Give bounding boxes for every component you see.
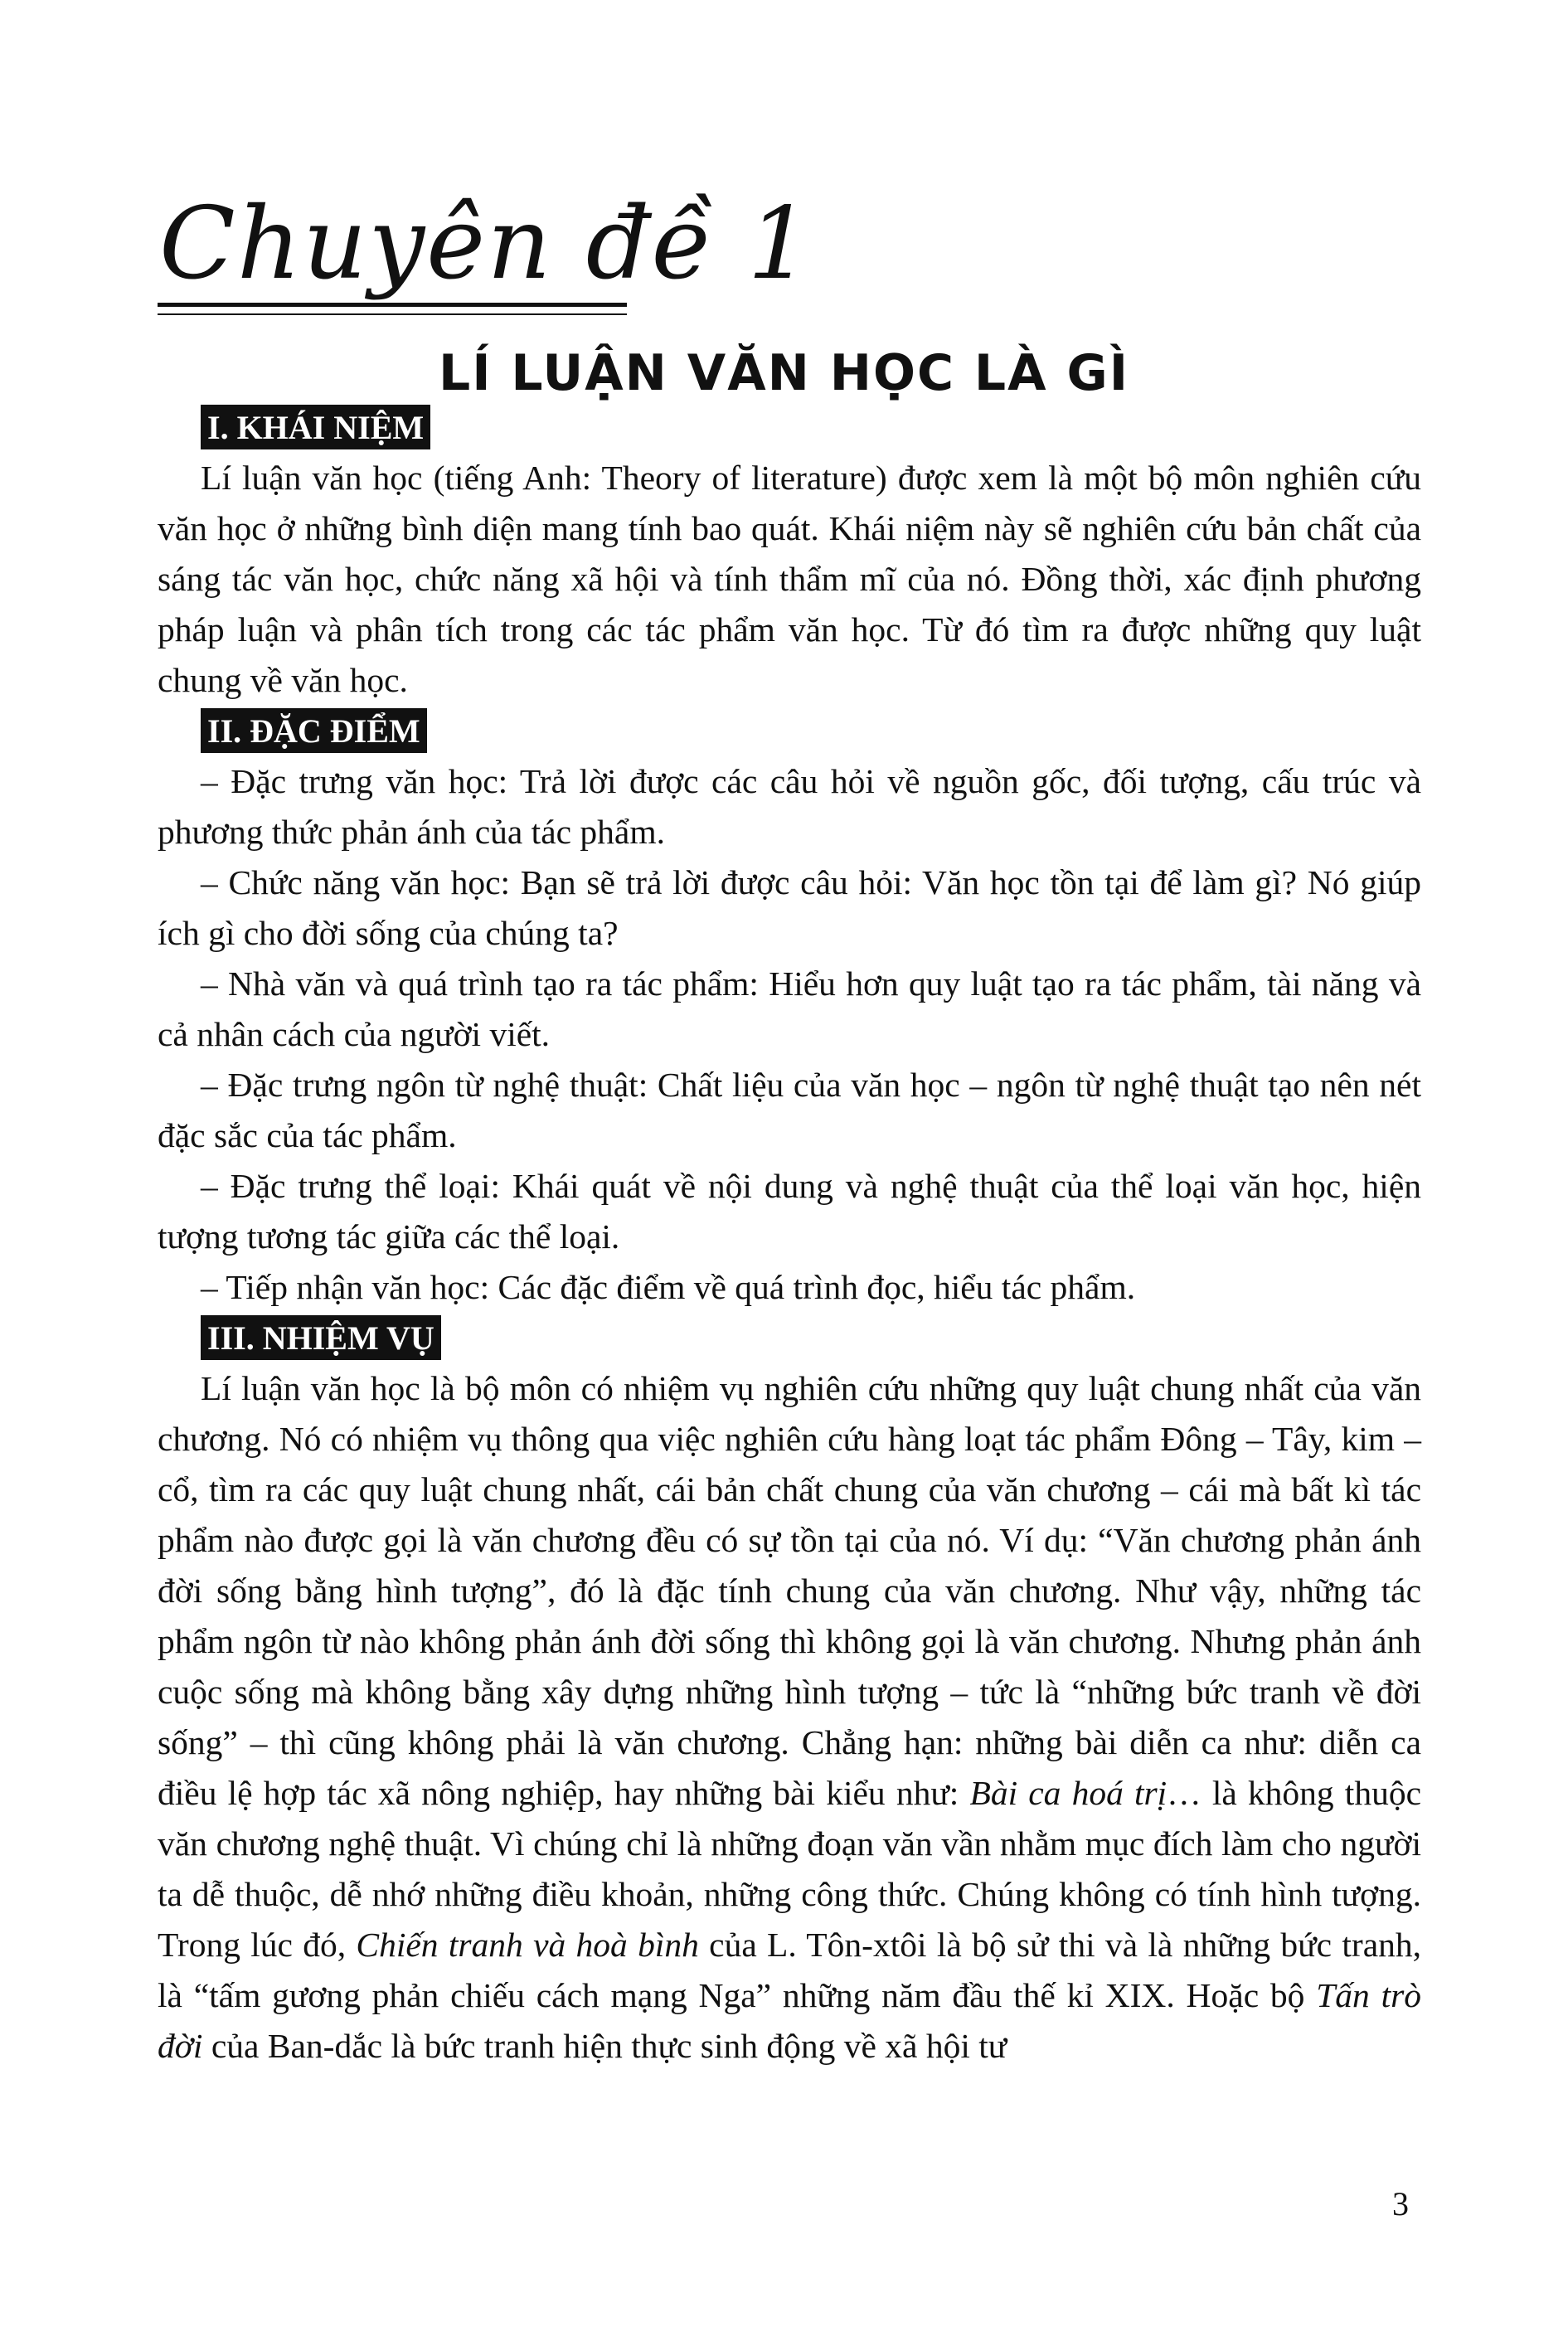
feature-item: – Nhà văn và quá trình tạo ra tác phẩm: Hiểu hơn quy luật tạo ra tác phẩm, tài năng và cả nhân cách của người viết. bbox=[158, 964, 1421, 1053]
text-run: của Ban-dắc là bức tranh hiện thực sinh động về xã hội tư bbox=[202, 2027, 1007, 2065]
section-heading-concept bbox=[201, 402, 1421, 453]
text-run: … là không thuộc văn chương nghệ thuật. Vì chúng chỉ là những đoạn văn vần nhằm mục đích làm cho người ta dễ thuộc, dễ nhớ những điều khoản, những công thức. Chúng không có tính hình tượng. Trong lúc đó, bbox=[158, 1774, 1421, 1964]
italic-title: Chiến tranh và hoà bình bbox=[356, 1926, 699, 1964]
feature-item: – Đặc trưng ngôn từ nghệ thuật: Chất liệu của văn học – ngôn từ nghệ thuật tạo nên nét đặc sắc của tác phẩm. bbox=[158, 1066, 1421, 1154]
text-run: Lí luận văn học là bộ môn có nhiệm vụ nghiên cứu những quy luật chung nhất của văn chương. Nó có nhiệm vụ thông qua việc nghiên cứu hàng loạt tác phẩm Đông – Tây, kim – cổ, tìm ra các quy luật chung nhất, cái bản chất chung của văn chương – cái mà bất kì tác phẩm nào được gọi là văn chương đều có sự tồn tại của nó. Ví dụ: “Văn chương phản ánh đời sống bằng hình tượng”, đó là đặc tính chung của văn chương. Như vậy, những tác phẩm ngôn từ nào không phản ánh đời sống thì không gọi là văn chương. Nhưng phản ánh cuộc sống mà không bằng xây dựng những hình tượng – tức là “những bức tranh về đời sống” – thì cũng không phải là văn chương. Chẳng hạn: những bài diễn ca như: diễn ca điều lệ hợp tác xã nông nghiệp, hay những bài kiểu như: bbox=[158, 1369, 1421, 1812]
section-heading-label: II. ĐẶC ĐIỂM bbox=[201, 708, 427, 753]
text-run: của L. Tôn-xtôi là bộ sử thi và là những bức tranh, là “tấm gương phản chiếu cách mạng Nga” những năm đầu thế kỉ XIX. Hoặc bộ bbox=[158, 1926, 1421, 2014]
feature-item: – Đặc trưng văn học: Trả lời được các câu hỏi về nguồn gốc, đối tượng, cấu trúc và phương thức phản ánh của tác phẩm. bbox=[158, 762, 1421, 851]
feature-item: – Đặc trưng thể loại: Khái quát về nội dung và nghệ thuật của thể loại văn học, hiện tượng tương tác giữa các thể loại. bbox=[158, 1167, 1421, 1256]
section-heading-label: III. NHIỆM VỤ bbox=[201, 1315, 441, 1360]
section-heading-tasks bbox=[201, 1313, 1421, 1363]
chapter-underline-thin bbox=[158, 313, 627, 315]
tasks-paragraph bbox=[158, 1363, 1421, 2072]
concept-paragraph: Lí luận văn học (tiếng Anh: Theory of literature) được xem là một bộ môn nghiên cứu văn học ở những bình diện mang tính bao quát. Khái niệm này sẽ nghiên cứu bản chất của sáng tác văn học, chức năng xã hội và tính thẩm mĩ của nó. Đồng thời, xác định phương pháp luận và phân tích trong các tác phẩm văn học. Từ đó tìm ra được những quy luật chung về văn học. bbox=[158, 459, 1421, 699]
feature-item: – Tiếp nhận văn học: Các đặc điểm về quá trình đọc, hiểu tác phẩm. bbox=[201, 1268, 1136, 1306]
italic-title: Bài ca hoá trị bbox=[969, 1774, 1168, 1812]
page-title: LÍ LUẬN VĂN HỌC LÀ GÌ bbox=[438, 344, 1130, 402]
section-heading-label: I. KHÁI NIỆM bbox=[201, 405, 430, 449]
italic-title: Tấn trò đời bbox=[158, 1976, 1421, 2065]
chapter-underline-thick bbox=[158, 303, 627, 307]
section-heading-features bbox=[201, 706, 1421, 756]
feature-item: – Chức năng văn học: Bạn sẽ trả lời được câu hỏi: Văn học tồn tại để làm gì? Nó giúp ích gì cho đời sống của chúng ta? bbox=[158, 863, 1421, 952]
page-number: 3 bbox=[1392, 2185, 1409, 2222]
chapter-heading: Chuyên đề 1 bbox=[159, 187, 813, 302]
text-body bbox=[158, 402, 1421, 2072]
